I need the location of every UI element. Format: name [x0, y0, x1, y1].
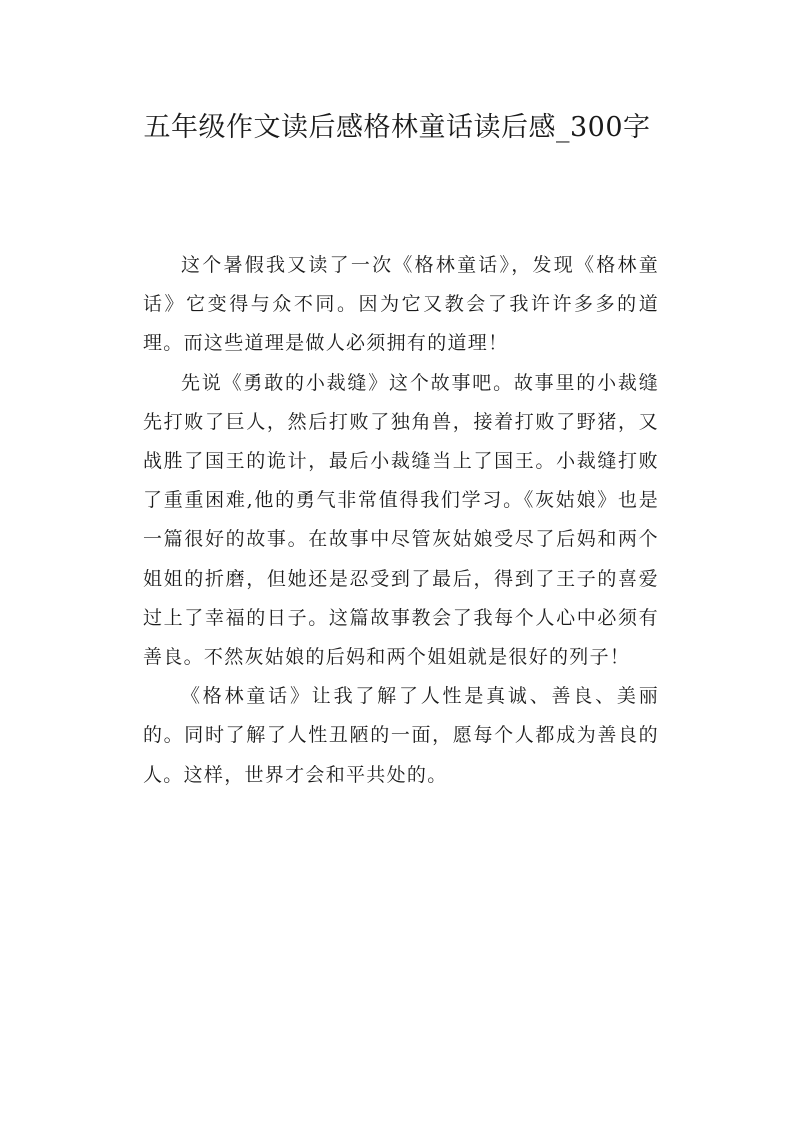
paragraph-1: 这个暑假我又读了一次《格林童话》，发现《格林童话》它变得与众不同。因为它又教会了我许许多多的道理。而这些道理是做人必须拥有的道理！ [143, 254, 659, 355]
paragraph-3: 《格林童话》让我了解了人性是真诚、善良、美丽的。同时了解了人性丑陋的一面，愿每个人都成为善良的人。这样，世界才会和平共处的。 [143, 685, 659, 786]
document-title: 五年级作文读后感格林童话读后感_300字 [143, 112, 651, 143]
paragraph-2: 先说《勇敢的小裁缝》这个故事吧。故事里的小裁缝先打败了巨人，然后打败了独角兽，接着打败了野猪，又战胜了国王的诡计，最后小裁缝当上了国王。小裁缝打败了重重困难,他的勇气非常值得我们学习。《灰姑娘》也是一篇很好的故事。在故事中尽管灰姑娘受尽了后妈和两个姐姐的折磨，但她还是忍受到了最后，得到了王子的喜爱过上了幸福的日子。这篇故事教会了我每个人心中必须有善良。不然灰姑娘的后妈和两个姐姐就是很好的列子！ [143, 371, 659, 669]
document-body [143, 246, 659, 795]
